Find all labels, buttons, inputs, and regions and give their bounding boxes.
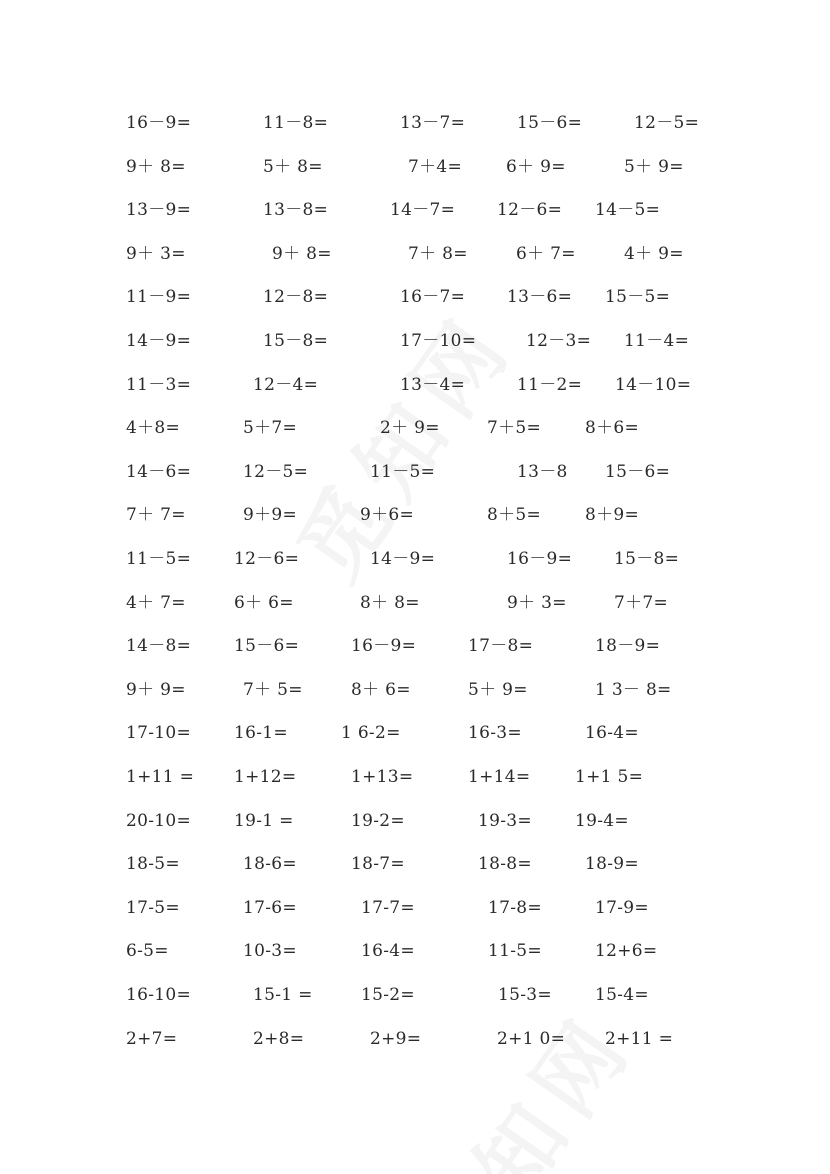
- math-problem: 9＋9=: [243, 505, 298, 526]
- math-problem: 16－9=: [126, 113, 192, 133]
- math-problem: 9＋ 8=: [272, 243, 332, 264]
- math-problem: 17-7=: [361, 897, 415, 918]
- math-problem: 6＋ 6=: [234, 592, 294, 613]
- math-problem: 15－6=: [605, 461, 671, 482]
- math-problem: 4＋8=: [126, 418, 181, 439]
- math-problem: 13－9=: [126, 200, 192, 221]
- watermark: [383, 984, 657, 1174]
- math-problem: 13－8=: [263, 200, 329, 221]
- math-problem: 17-10=: [126, 723, 192, 744]
- math-problem: 18-7=: [351, 854, 405, 875]
- math-problem: 1+13=: [351, 767, 414, 787]
- math-problem: 8＋ 6=: [351, 679, 411, 700]
- math-problem: 5＋ 9=: [624, 156, 684, 177]
- math-problem: 6＋ 7=: [516, 243, 576, 264]
- math-problem: 8＋9=: [585, 505, 640, 526]
- math-problem: 15-4=: [595, 985, 649, 1005]
- math-problem: 12－5=: [634, 113, 700, 133]
- math-problem: 9＋ 8=: [126, 156, 186, 177]
- math-problem: 16－7=: [400, 287, 466, 308]
- math-problem: 14－8=: [126, 636, 192, 657]
- math-problem: 17-8=: [488, 897, 542, 918]
- math-problem: 19-4=: [575, 810, 629, 831]
- math-problem: 12－4=: [253, 374, 319, 395]
- math-problem: 18-9=: [585, 854, 639, 875]
- math-problem: 10-3=: [243, 941, 297, 962]
- math-problem: 1+1 5=: [575, 767, 644, 787]
- math-problem: 11－5=: [126, 549, 192, 569]
- math-problem: 20-10=: [126, 810, 192, 831]
- math-problem: 5＋7=: [243, 418, 298, 439]
- math-problem: 6＋ 9=: [506, 156, 566, 177]
- math-problem: 11－8=: [263, 113, 329, 133]
- math-problem: 7＋7=: [614, 592, 669, 613]
- math-problem: 1 3－ 8=: [595, 679, 672, 700]
- math-problem: 12－5=: [243, 461, 309, 482]
- math-problem: 11－3=: [126, 374, 192, 395]
- math-problem: 15－5=: [605, 287, 671, 308]
- math-problem: 7＋ 8=: [408, 243, 468, 264]
- math-problem: 14－6=: [126, 461, 192, 482]
- math-problem: 11－5=: [370, 461, 436, 482]
- math-problem: 8＋ 8=: [360, 592, 420, 613]
- math-problem: 15-3=: [498, 985, 552, 1005]
- math-problem: 16-1=: [234, 723, 288, 744]
- math-problem: 16-3=: [468, 723, 522, 744]
- math-problem: 13－4=: [400, 374, 466, 395]
- math-problem: 11-5=: [488, 941, 542, 962]
- math-problem: 12+6=: [595, 941, 658, 962]
- math-problem: 2+9=: [370, 1028, 422, 1049]
- math-problem: 15－6=: [517, 113, 583, 133]
- math-problem: 13－7=: [400, 113, 466, 133]
- math-problem: 7＋5=: [487, 418, 542, 439]
- math-problem: 13－8: [517, 461, 568, 482]
- math-problem: 14－7=: [390, 200, 456, 221]
- math-problem: 7＋ 7=: [126, 505, 186, 526]
- math-problem: 8＋6=: [585, 418, 640, 439]
- math-problem: 18-5=: [126, 854, 180, 875]
- math-problem: 9＋ 3=: [126, 243, 186, 264]
- math-problem: 19-3=: [478, 810, 532, 831]
- math-problem: 16-4=: [361, 941, 415, 962]
- math-problem: 14－10=: [615, 374, 692, 395]
- math-problem: 1 6-2=: [341, 723, 401, 744]
- math-problem: 17－8=: [468, 636, 534, 657]
- math-problem: 15-1 =: [253, 985, 313, 1005]
- math-problem: 1+11 =: [126, 767, 195, 787]
- math-problem: 17-9=: [595, 897, 649, 918]
- math-problem: 9＋6=: [360, 505, 415, 526]
- math-problem: 16－9=: [507, 549, 573, 569]
- math-problem: 5＋ 9=: [468, 679, 528, 700]
- math-problem: 1+14=: [468, 767, 531, 787]
- math-problem: 17-5=: [126, 897, 180, 918]
- math-problem: 14－5=: [595, 200, 661, 221]
- math-problem: 16-4=: [585, 723, 639, 744]
- math-problem: 19-2=: [351, 810, 405, 831]
- math-problem: 2+11 =: [605, 1028, 674, 1049]
- math-problem: 17－10=: [400, 331, 477, 351]
- math-problem: 12－8=: [263, 287, 329, 308]
- math-problem: 14－9=: [126, 331, 192, 351]
- math-problem: 7＋4=: [408, 156, 463, 177]
- math-problem: 15－8=: [263, 331, 329, 351]
- math-problem: 11－2=: [517, 374, 583, 395]
- math-problem: 12－6=: [497, 200, 563, 221]
- math-problem: 15－6=: [234, 636, 300, 657]
- math-problem: 5＋ 8=: [263, 156, 323, 177]
- math-problem: 16-10=: [126, 985, 192, 1005]
- math-problem: 11－4=: [624, 331, 690, 351]
- math-problem: 2+7=: [126, 1028, 178, 1049]
- math-problem: 2+1 0=: [497, 1028, 566, 1049]
- math-problem: 18-8=: [478, 854, 532, 875]
- math-problem: 18-6=: [243, 854, 297, 875]
- math-problem: 15-2=: [361, 985, 415, 1005]
- math-problem: 9＋ 3=: [507, 592, 567, 613]
- math-problem: 13－6=: [507, 287, 573, 308]
- math-problem: 7＋ 5=: [243, 679, 303, 700]
- math-problem: 11－9=: [126, 287, 192, 308]
- math-problem: 16－9=: [351, 636, 417, 657]
- math-problem: 8＋5=: [487, 505, 542, 526]
- math-problem: 9＋ 9=: [126, 679, 186, 700]
- math-problem: 4＋ 7=: [126, 592, 186, 613]
- math-problem: 4＋ 9=: [624, 243, 684, 264]
- math-problem: 12－3=: [526, 331, 592, 351]
- math-problem: 19-1 =: [234, 810, 294, 831]
- math-problem: 2＋ 9=: [380, 418, 440, 439]
- math-problem: 14－9=: [370, 549, 436, 569]
- math-problem: 17-6=: [243, 897, 297, 918]
- math-problem: 1+12=: [234, 767, 297, 787]
- math-problem: 12－6=: [234, 549, 300, 569]
- math-problem: 15－8=: [614, 549, 680, 569]
- math-problem: 18－9=: [595, 636, 661, 657]
- math-problem: 2+8=: [253, 1028, 305, 1049]
- math-problem: 6-5=: [126, 941, 169, 962]
